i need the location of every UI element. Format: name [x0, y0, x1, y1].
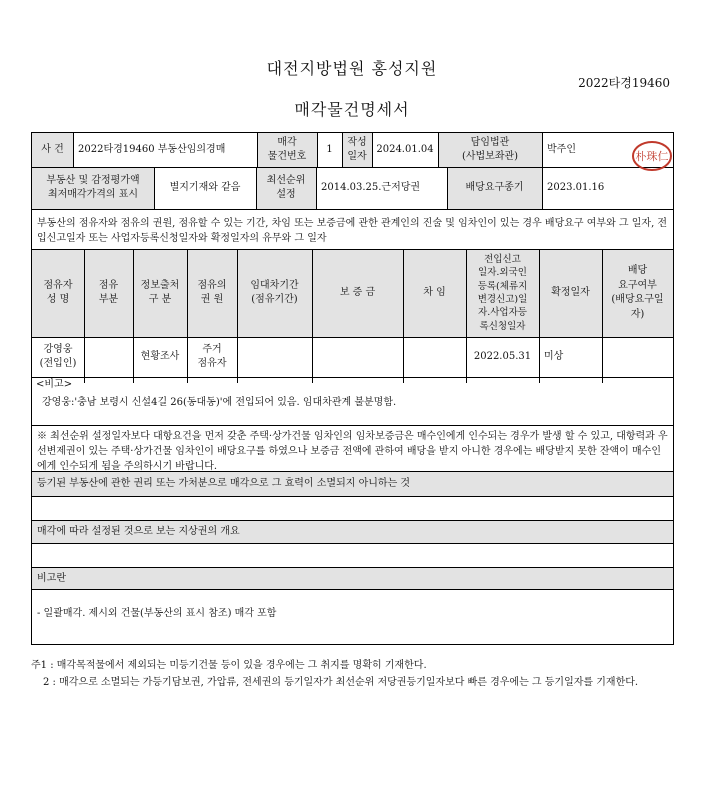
col-info-source: 정보출처 구 분: [140, 279, 180, 305]
warning-text: ※ 최선순위 설정일자보다 대항요건을 먼저 갖춘 주택·상가건물 임차인의 임차보증금은 매수인에게 인수되는 경우가 발생 할 수 있고, 대항력과 우선변제권이 있는 주택·상가건물 임차인이 배당요구를 하였으나 보증금 전액에 관하여 배당을 받지 아니한 경우에는 배당받지 못한 잔액이 매수인에게 인수되게 됨을 주의하시기 바랍니다.: [37, 431, 668, 472]
appraisal-label: 부동산 및 감정평가액 최저매각가격의 표시: [46, 174, 140, 200]
item-number-value: 1: [326, 143, 333, 155]
remarks-text: 강영웅:'충남 보령시 신설4길 26(동대동)'에 전입되어 있음. 임대차관계 불분명함.: [42, 397, 397, 408]
table-row-occupancy-title: 주거 점유자: [197, 343, 227, 369]
notes-section-value: - 일괄매각. 제시외 건물(부동산의 표시 참조) 매각 포함: [37, 608, 277, 619]
col-occupant-name: 점유자 성 명: [43, 279, 73, 305]
case-value: 2022타경19460 부동산임의경매: [78, 143, 226, 155]
date-value: 2024.01.04: [376, 143, 434, 155]
table-row-occupied-part: [84, 337, 133, 377]
judge-label: 담임법관 (사법보좌관): [461, 136, 519, 162]
table-row-deposit: [312, 337, 403, 377]
footnote-1: 주1 : 매각목적물에서 제외되는 미등기건물 등이 있을 경우에는 그 취지를 명확히 기재한다.: [31, 660, 427, 671]
table-row-rent: [403, 337, 466, 377]
col-occupied-part: 점유 부분: [98, 279, 119, 305]
notes-section-title: 비고란: [37, 573, 66, 584]
table-row-dividend-request: [602, 337, 673, 377]
deadline-label: 배당요구종기: [465, 181, 524, 193]
deadline-value: 2023.01.16: [547, 181, 605, 193]
superficies-section-title: 매각에 따라 설정된 것으로 보는 지상권의 개요: [37, 526, 240, 537]
table-row-info-source: 현황조사: [140, 350, 180, 362]
judge-seal-stamp: [631, 140, 673, 172]
document-title: 매각물건명세서: [294, 100, 410, 119]
col-deposit: 보 증 금: [339, 286, 376, 298]
judge-name: 박주인: [547, 143, 576, 155]
priority-label: 최선순위 설정: [266, 174, 306, 200]
col-occupancy-title: 점유의 권 원: [197, 279, 227, 305]
remarks-label: <비고>: [36, 379, 73, 390]
table-row-move-in-date: 2022.05.31: [473, 350, 532, 362]
col-fixed-date: 확정일자: [551, 286, 590, 298]
occupancy-description: 부동산의 점유자와 점유의 권원, 점유할 수 있는 기간, 차임 또는 보증금에 관한 관계인의 진술 및 임차인이 있는 경우 배당요구 여부와 그 일자, 전입신고일자 또는 사업자등록신청일자와 확정일자의 유무와 그 일자: [37, 218, 668, 244]
footnote-2: 2 : 매각으로 소멸되는 가등기담보권, 가압류, 전세권의 등기일자가 최선순위 저당권등기일자보다 빠른 경우에는 그 등기일자를 기재한다.: [43, 677, 639, 688]
table-row-occupant-name: 강영웅 (전입인): [39, 343, 77, 369]
appraisal-value: 별지기재와 같음: [169, 181, 241, 193]
col-move-in-date: 전입신고 일자.외국인 등록(체류지 변경신고)일 자.사업자등 록신청일자: [477, 253, 528, 332]
rights-section-title: 등기된 부동산에 관한 권리 또는 가처분으로 매각으로 그 효력이 소멸되지 아니하는 것: [37, 478, 411, 489]
item-number-label: 매각 물건번호: [267, 136, 307, 162]
col-lease-period: 임대차기간 (점유기간): [250, 279, 299, 305]
col-dividend-request: 배당 요구여부 (배당요구일 자): [611, 265, 664, 320]
property-statement-form: [31, 132, 674, 645]
priority-value: 2014.03.25.근저당권: [321, 181, 421, 193]
court-name: 대전지방법원 홍성지원: [266, 59, 438, 78]
case-label: 사 건: [41, 143, 64, 155]
table-row-fixed-date: 미상: [544, 350, 564, 362]
col-rent: 차 임: [423, 286, 446, 298]
table-row-lease-period: [237, 337, 312, 377]
case-number: 2022타경19460: [578, 76, 670, 90]
date-label: 작성 일자: [347, 136, 367, 162]
svg-text:朴珠仁: 朴珠仁: [635, 150, 669, 163]
